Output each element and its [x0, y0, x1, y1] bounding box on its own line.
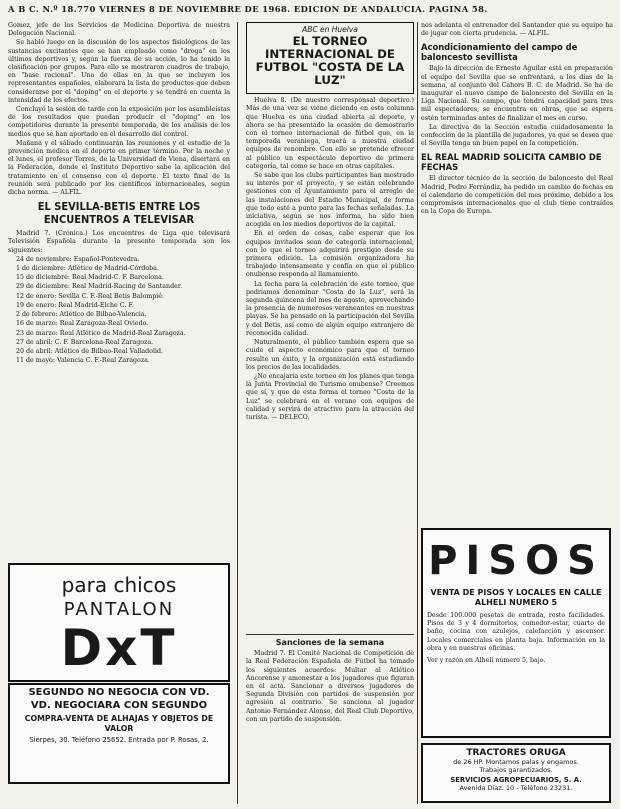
article-paragraph: Bajo la dirección de Ernesto Aguilar está en preparación el equipo del Sevilla que se enfrentará, a los días de la semana, al conjunto del Cahors B. C. de Madrid. Se ha de inaugurar el nuevo campo de baloncesto del Sevilla en la Liga Nacional. Su campo, que tendrá capacidad para tres mil espectadores, se encuentra en obras, que se espera estén terminadas antes de finalizar el mes en curso. [421, 65, 613, 122]
section-divider [246, 634, 414, 635]
article-paragraph: ¿No encajaría este torneo en los planes que tenga la Junta Provincial de Turismo onubense? Creemos que sí, y que de esta forma el torneo "Costa de la Luz" se celebrará en el verano con equipos de calidad y servirá de atractivo para la atracción del turista. — DELECO. [246, 372, 414, 421]
article-paragraph: Madrid 7. El Comité Nacional de Competición de la Real Federación Española de Fútbol ha tomado los siguientes acuerdos: Multar al Atlético Ancorense y amonestar a los jugadores que figuran en el acta. Sancionar a diversos jugadores de Segunda División con partidos de suspensión por agresión al contrario. Se sanciona al jugador Antonio Fernández Alonso, del Real Club Deportivo, con un partido de suspensión. [246, 650, 414, 723]
page-header: A B C. N.º 18.770 VIERNES 8 DE NOVIEMBRE DE 1968. EDICION DE ANDALUCIA. PAGINA 58. [8, 4, 488, 14]
column-rule [417, 22, 418, 804]
fixture-line: 1 de diciembre: Atlético de Madrid-Córdoba. [16, 265, 159, 273]
headline-box-huelva [246, 22, 414, 94]
fixture-line: 24 de noviembre: Español-Pontevedra. [16, 255, 140, 263]
article-paragraph: En el orden de cosas, cabe esperar que los equipos invitados sean de categoría internacional, con lo que el torneo adquirirá prestigio desde su primera edición. La comisión organizadora ha trabajado intensamente y confía en que el público onubense responda al llamamiento. [246, 230, 414, 279]
ad-segundo-line2: VD. NEGOCIARA CON SEGUNDO [30, 700, 208, 711]
ad-pantalon-line1: para chicos [61, 573, 177, 597]
fixture-line: 15 de diciembre: Real Madrid-C. F. Barcelona. [16, 274, 164, 282]
article-paragraph: Se sabe que los clubs participantes han mostrado su interés por el proyecto, y se están celebrando gestiones con el Ayuntamiento para el arreglo de las instalaciones del Estadio Municipal, de forma que todo esté a punto para las fechas señaladas. La iniciativa, según se nos informa, ha sido bien acogida en los medios deportivos de la capital. [246, 172, 414, 229]
article-paragraph: La fecha para la celebración de este torneo, que podríamos denominar "Costa de la Luz", será la segunda quincena del mes de agosto, aprovechando la presencia de numerosos veraneantes en nuestras playas. Se ha pensado en la participación del Sevilla y del Betis, así como de algún equipo extranjero de reconocida calidad. [246, 280, 414, 337]
ad-segundo-address: Sierpes, 30. Teléfono 25652. Entrada por P. Rosas, 2. [29, 736, 209, 744]
headline-kicker: ABC en Huelva [302, 25, 358, 34]
headline-sevilla-betis: EL SEVILLA-BETIS ENTRE LOS ENCUENTROS A TELEVISAR [37, 200, 201, 226]
ad-segundo-line3: COMPRA-VENTA DE ALHAJAS Y OBJETOS DE VALOR [24, 714, 214, 733]
article-paragraph: Huelva 8. (De nuestro corresponsal deportivo.) Más de una vez se viene diciendo en esta columna que Huelva es una ciudad abierta al deporte, y ahora se ha presentado la ocasión de demostrarlo con el torneo internacional de fútbol que, en la temporada veraniega, traerá a nuestra ciudad equipos de renombre. Con ello se pretende ofrecer al público un espectáculo deportivo de primera categoría, tal como se hace en otras capitales. [246, 97, 414, 170]
headline-sanciones: Sanciones de la semana [275, 639, 385, 647]
ad-pisos [421, 528, 611, 738]
headline-real-madrid: EL REAL MADRID SOLICITA CAMBIO DE FECHAS [421, 152, 602, 173]
article-paragraph: Mañana y el sábado continuarán las reuniones y el estudio de la prevención médica en el deporte en primer término. Por la noche y el lunes, el profesor Torres, de la Universidad de Viena, disertará en la Federación, donde el Instituto Deportivo sabe la aplicación del tratamiento en el consenso con el deporte. El texto final de la reunión será publicado por los científicos internacionales, según dicha norma. — ALFIL. [8, 139, 230, 197]
ad-tractores-title: TRACTORES ORUGA [466, 748, 566, 758]
ad-pantalon-logo: DxT [60, 619, 178, 677]
article-paragraph: Madrid 7. (Crónica.) Los encuentros de Liga que televisará Televisión Española durante la presente temporada son los siguientes: [8, 230, 230, 254]
ad-tractores-line3: Trabajos garantizados. [479, 766, 553, 774]
headline-torneo: EL TORNEO INTERNACIONAL DE FUTBOL "COSTA DE LA LUZ" [255, 34, 405, 88]
column-left [8, 22, 230, 560]
fixture-line: 27 de abril: C. F. Barcelona-Real Zaragoza. [16, 338, 154, 346]
column-rule [237, 22, 238, 804]
fixture-line: 29 de diciembre: Real Madrid-Racing de Santander. [16, 283, 183, 291]
fixture-line: 11 de mayo: Valencia C. F.-Real Zaragoza. [16, 357, 150, 365]
ad-tractores-line2: de 26 HP. Montamos palas y engamos. [453, 758, 579, 766]
headline-baloncesto: Acondicionamiento del campo de baloncesto sevillista [421, 42, 578, 63]
ad-pisos-title: PISOS [428, 538, 604, 584]
ad-tractores-company: SERVICIOS AGROPECUARIOS, S. A. [450, 776, 582, 784]
article-paragraph: nos adelanta el entrenador del Santander que su equipo ha de jugar con cierta prudencia. — ALFIL. [421, 22, 613, 38]
ad-pisos-body: Desde 100.000 pesetas de entrada, resto facilidades. Pisos de 3 y 4 dormitorios, comedor-estar, cuarto de baño, cocina con azulejos, calefacción y ascensor. Locales comerciales en planta baja. Información en la obra y en nuestras oficinas. [427, 612, 605, 652]
fixture-line: 12 de enero: Sevilla C. F.-Real Betis Balompié. [16, 292, 165, 300]
ad-pantalon-line2: PANTALON [63, 599, 175, 620]
ad-segundo [8, 683, 230, 784]
article-paragraph: La directiva de la Sección estudia cuidadosamente la confección de la plantilla de jugadores, ya que se desea que el Sevilla tenga un buen papel en la competición. [421, 123, 613, 148]
article-sanciones [246, 639, 414, 804]
article-paragraph: El director técnico de la sección de baloncesto del Real Madrid, Pedro Ferrándiz, ha pedido un cambio de fechas en el calendario de competición del mes próximo, debido a los compromisos internacionales que el club tiene contraídos en la Copa de Europa. [421, 175, 613, 216]
fixture-line: 23 de marzo: Real Atlético de Madrid-Real Zaragoza. [16, 329, 186, 337]
column-middle [246, 22, 414, 632]
fixture-line: 19 de enero: Real Madrid-Elche C. F. [16, 301, 134, 309]
article-paragraph: Gomez, jefe de los Servicios de Medicina Deportiva de nuestra Delegación Nacional. [8, 22, 230, 38]
ad-pantalon [8, 563, 230, 682]
fixture-line: 2 de febrero: Atlético de Bilbao-Valencia. [16, 311, 147, 319]
column-right [421, 22, 613, 522]
article-paragraph: Se habló luego en la discusión de los aspectos fisiológicos de las sustancias excitantes que se han empleado como "droga" en los últimos deportivos y, según la fuerza de su acción, lo ha tenido la clasificación por grupos. Para ello se mostraron cuadros de trabajo, en "base racional". Una de ellas en la que se incluyen los representantes españoles, elaborará la lista de productos que deben considerarse por el "doping" en el deporte y se tendrá en cuenta la intensidad de los efectos. [8, 39, 230, 104]
ad-pisos-subtitle: VENTA DE PISOS Y LOCALES EN CALLE ALHELI NUMERO 5 [430, 588, 602, 607]
ad-segundo-line1: SEGUNDO NO NEGOCIA CON VD. [28, 687, 210, 698]
ad-pisos-footer: Ver y razón en Alhelí número 5, bajo. [427, 657, 546, 665]
article-paragraph: Concluyó la sesión de tarde con la exposición por los asambleístas de los resultados que puedan producir el "doping" en los competidores durante la presente temporada, de los análisis de los medios que se han aportado en el desarrollo del control. [8, 106, 230, 138]
article-paragraph: Naturalmente, el público también espera que se cuide el aspecto económico para que el torneo resulte un éxito, y la organización está estudiando los precios de las localidades. [246, 339, 414, 371]
ad-tractores-address: Avenida Díaz. 10 - Teléfono 23231. [459, 784, 573, 792]
ad-tractores [421, 743, 611, 803]
fixture-line: 16 de marzo: Real Zaragoza-Real Oviedo. [16, 320, 149, 328]
fixture-line: 20 de abril: Atlético de Bilbao-Real Valladolid. [16, 347, 164, 355]
